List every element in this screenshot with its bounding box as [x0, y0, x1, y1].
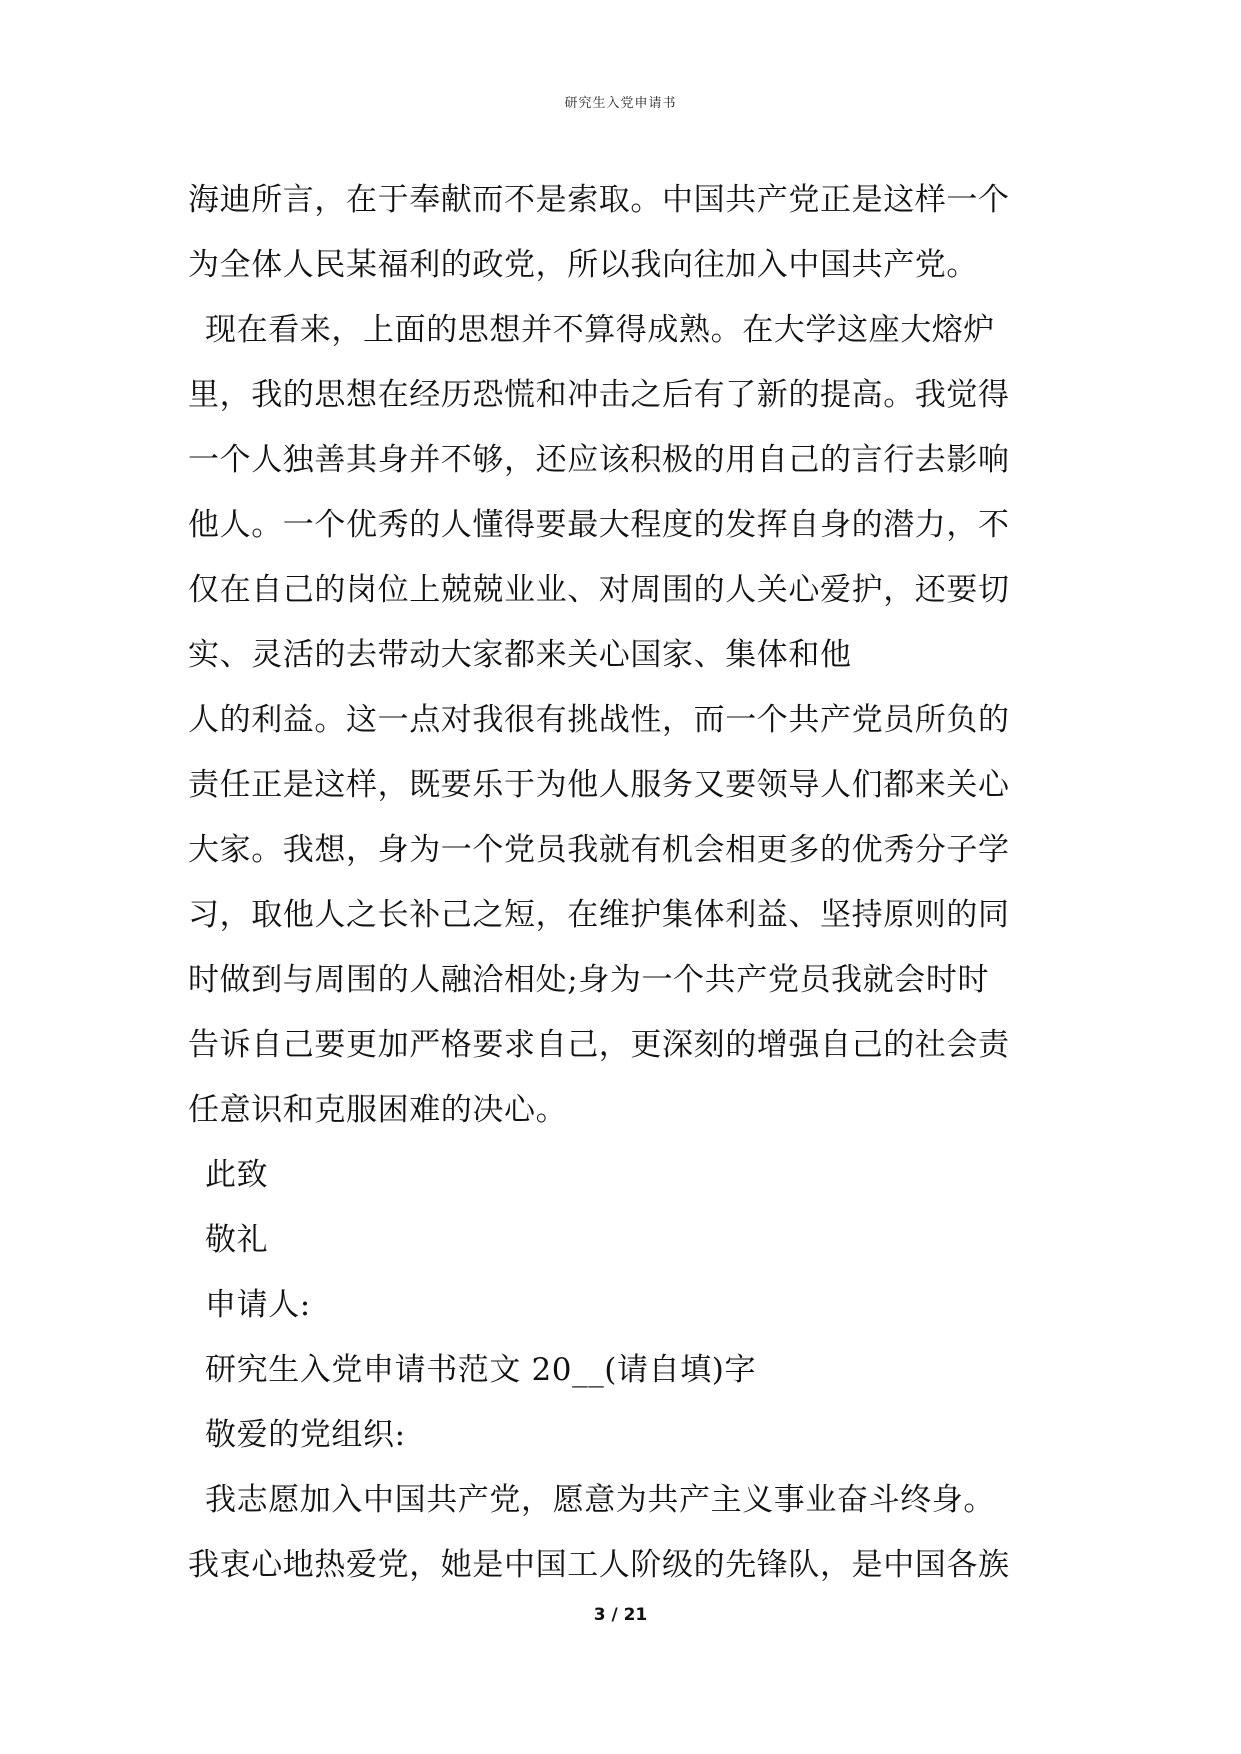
applicant-label: 申请人: [205, 1287, 311, 1323]
text-line: 大家。我想，身为一个党员我就有机会相更多的优秀分子学 [188, 832, 1010, 868]
paragraph-start-line: 我志愿加入中国共产党，愿意为共产主义事业奋斗终身。 [205, 1482, 995, 1518]
text-line: 为全体人民某福利的政党，所以我向往加入中国共产党。 [188, 247, 978, 283]
text-line: 责任正是这样，既要乐于为他人服务又要领导人们都来关心 [188, 767, 1010, 803]
text-line: 海迪所言，在于奉献而不是索取。中国共产党正是这样一个 [188, 182, 1010, 218]
text-line: 仅在自己的岗位上兢兢业业、对周围的人关心爱护，还要切 [188, 572, 1010, 608]
text-line: 告诉自己要更加严格要求自己，更深刻的增强自己的社会责 [188, 1027, 1010, 1063]
paragraph-start-line: 现在看来，上面的思想并不算得成熟。在大学这座大熔炉 [205, 312, 995, 348]
text-line: 他人。一个优秀的人懂得要最大程度的发挥自身的潜力，不 [188, 507, 1010, 543]
text-line: 我衷心地热爱党，她是中国工人阶级的先锋队，是中国各族 [188, 1547, 1010, 1583]
closing-salutation: 敬礼 [205, 1222, 269, 1258]
text-line: 习，取他人之长补己之短，在维护集体利益、坚持原则的同 [188, 897, 1010, 933]
text-line: 实、灵活的去带动大家都来关心国家、集体和他 [188, 637, 852, 673]
section-heading: 研究生入党申请书范文 20__(请自填)字 [205, 1352, 757, 1388]
text-line: 任意识和克服困难的决心。 [188, 1092, 568, 1128]
letter-greeting: 敬爱的党组织: [205, 1417, 406, 1453]
text-line: 时做到与周围的人融洽相处;身为一个共产党员我就会时时 [188, 962, 990, 998]
page-number: 3 / 21 [593, 1605, 648, 1625]
running-header-title: 研究生入党申请书 [564, 96, 677, 111]
text-line: 一个人独善其身并不够，还应该积极的用自己的言行去影响 [188, 442, 1010, 478]
text-line: 人的利益。这一点对我很有挑战性，而一个共产党员所负的 [188, 702, 1010, 738]
closing-salutation: 此致 [205, 1157, 269, 1193]
body-text [188, 168, 1058, 1598]
text-line: 里，我的思想在经历恐慌和冲击之后有了新的提高。我觉得 [188, 377, 1010, 413]
